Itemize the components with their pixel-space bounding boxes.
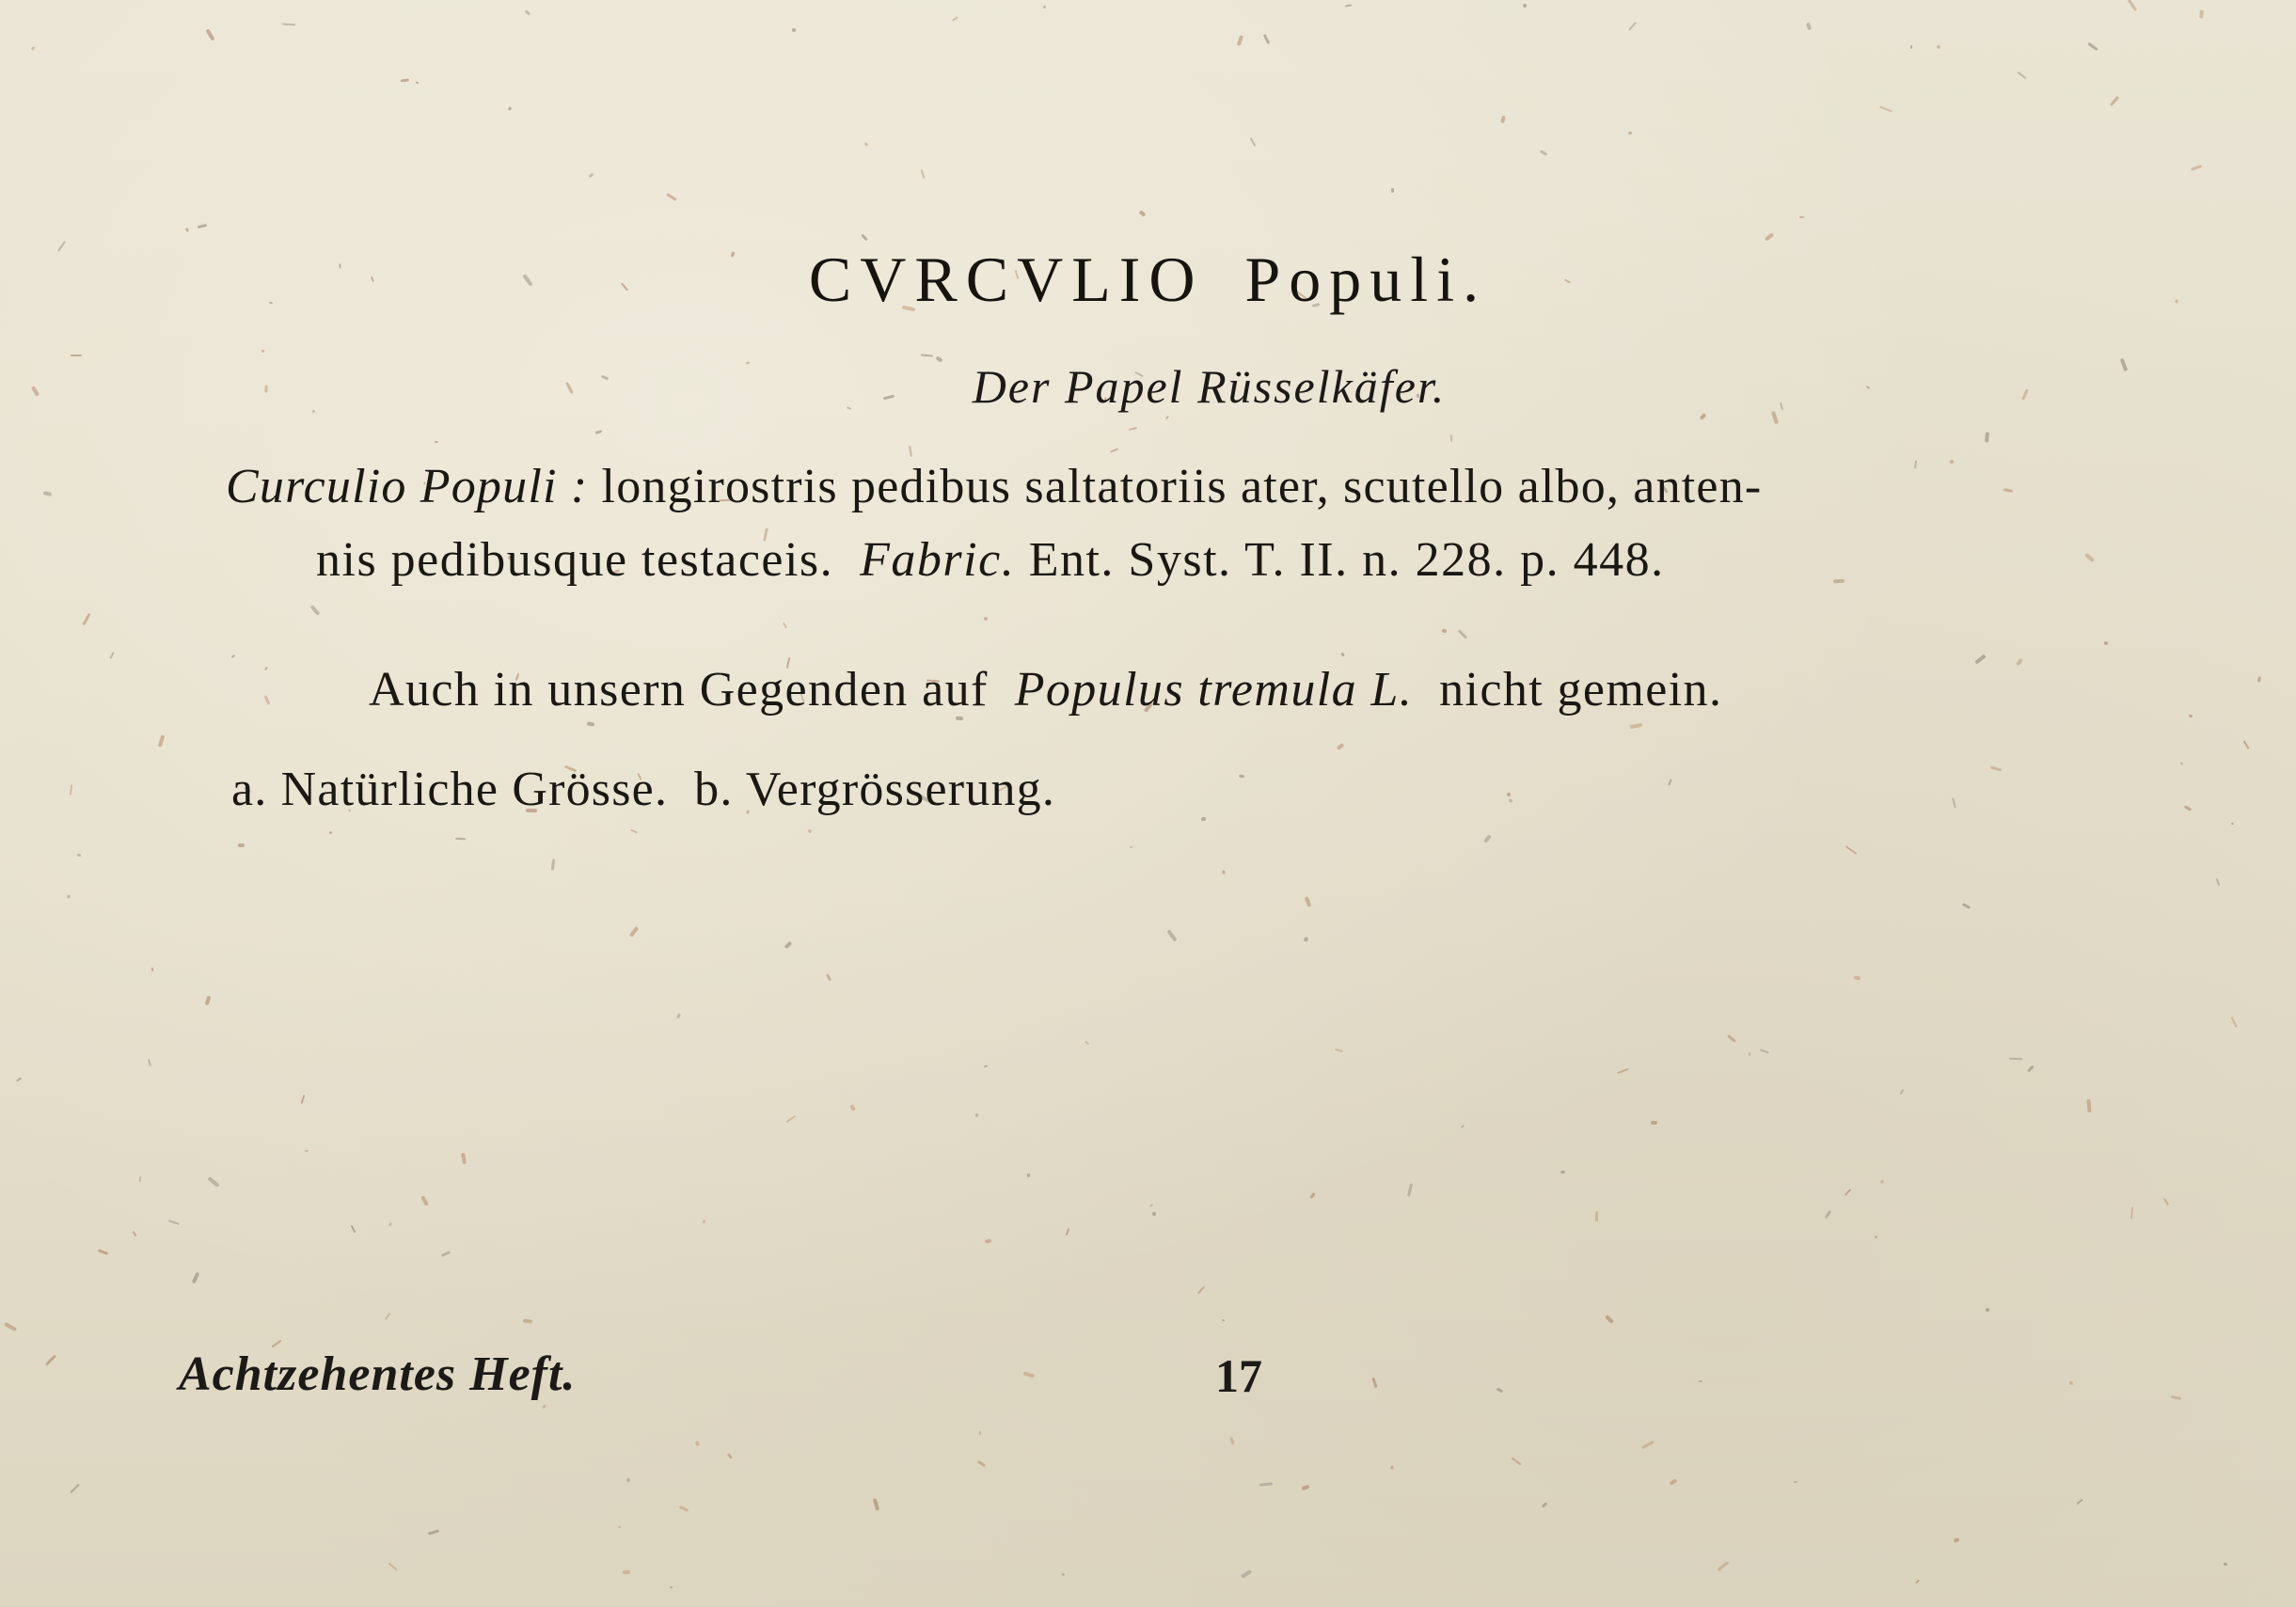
paper-fleck [2076,1499,2083,1505]
habitat-line [369,662,1722,717]
paper-fleck [2087,1099,2092,1112]
paper-fleck [1699,1380,1702,1382]
paper-fleck [1237,35,1243,46]
paper-fleck [909,446,912,457]
paper-fleck [2231,1016,2238,1028]
paper-fleck [1450,434,1452,442]
paper-fleck [207,1176,219,1188]
paper-fleck [388,1563,398,1571]
paper-fleck [2087,42,2098,51]
paper-fleck [1151,1211,1156,1216]
paper-fleck [205,996,212,1006]
paper-fleck [785,1115,796,1123]
paper-fleck [2163,1198,2169,1205]
paper-fleck [783,622,787,628]
paper-fleck [1129,427,1137,431]
paper-fleck [1110,448,1118,452]
paper-fleck [1670,1478,1678,1486]
paper-fleck [1304,937,1309,942]
legend-item-b: b. Vergrösserung. [694,763,1056,816]
legend-item-a: a. Natürliche Grösse. [231,763,669,816]
paper-fleck [231,654,235,658]
paper-fleck [2130,1206,2133,1219]
paper-fleck [1806,23,1812,31]
paper-fleck [2243,740,2250,749]
paper-fleck [1512,1457,1522,1466]
paper-fleck [670,1586,673,1588]
paper-fleck [727,1453,733,1459]
paper-fleck [2104,641,2109,646]
paper-fleck [1794,1481,1797,1483]
paper-fleck [1442,628,1448,633]
paper-fleck [198,224,207,228]
paper-fleck [1628,22,1637,31]
paper-fleck [1239,775,1244,779]
paper-fleck [595,430,603,434]
paper-fleck [1718,1561,1730,1571]
paper-fleck [4,1322,17,1331]
paper-fleck [1915,1580,1920,1584]
paper-fleck [1914,460,1917,468]
paper-fleck [401,79,409,83]
paper-fleck [849,1104,856,1111]
paper-fleck [1595,1211,1598,1221]
paper-fleck [618,1525,622,1528]
paper-fleck [1985,1307,1990,1313]
paper-fleck [301,1095,306,1104]
paper-fleck [385,1313,390,1320]
paper-fleck [1542,1502,1547,1507]
paper-fleck [2231,822,2235,825]
species-name: Populi. [1244,244,1488,315]
paper-fleck [1302,1485,1310,1490]
paper-fleck [1230,1437,1235,1445]
paper-fleck [1749,1052,1750,1056]
paper-fleck [977,1460,986,1467]
paper-fleck [1391,188,1394,193]
paper-fleck [523,1318,532,1323]
paper-fleck [1845,1189,1852,1196]
paper-fleck [441,1251,451,1257]
paper-fleck [2018,71,2027,79]
description-source: Fabric. [860,533,1016,587]
paper-fleck [2171,1395,2181,1400]
paper-fleck [2184,805,2192,811]
paper-fleck [791,27,796,32]
paper-fleck [1201,817,1207,822]
paper-fleck [1641,1441,1655,1449]
paper-fleck [264,695,271,704]
paper-fleck [983,616,989,622]
paper-fleck [1833,579,1845,584]
paper-fleck [1509,798,1513,803]
issue-label: Achtzehentes Heft. [179,1347,577,1401]
page-number: 17 [1215,1349,1262,1402]
paper-fleck [864,142,869,147]
paper-fleck [148,1059,151,1066]
paper-fleck [1880,1179,1883,1183]
paper-fleck [1340,653,1345,657]
paper-fleck [192,1272,200,1284]
paper-fleck [873,1498,879,1511]
figure-legend [231,762,1055,817]
paper-fleck [542,1405,546,1410]
paper-fleck [1371,1378,1377,1388]
paper-fleck [461,1153,467,1164]
paper-fleck [1974,654,1987,664]
paper-fleck [695,1441,700,1446]
paper-fleck [264,667,268,670]
paper-fleck [1879,106,1892,113]
paper-fleck [238,843,245,847]
paper-fleck [702,1220,705,1224]
paper-fleck [979,1431,981,1435]
paper-fleck [525,9,530,15]
genus-name: CVRCVLIO [808,244,1204,315]
paper-fleck [282,24,295,26]
paper-fleck [261,349,264,353]
paper-fleck [551,859,555,870]
paper-fleck [666,193,677,201]
paper-fleck [416,81,420,84]
paper-fleck [2199,9,2204,18]
paper-fleck [1337,743,1345,750]
paper-fleck [328,830,332,834]
paper-fleck [1496,1388,1504,1394]
paper-fleck [1506,792,1512,797]
paper-fleck [205,28,214,40]
paper-fleck [1345,4,1352,7]
paper-fleck [1825,1210,1832,1219]
paper-fleck [975,1113,979,1118]
paper-fleck [2003,488,2013,493]
paper-fleck [1250,137,1257,147]
paper-fleck [82,613,90,626]
paper-fleck [2084,553,2095,562]
paper-fleck [1165,416,1169,419]
paper-fleck [2257,676,2261,683]
paper-fleck [1953,1537,1959,1543]
paper-fleck [1949,459,1954,464]
paper-fleck [984,1064,988,1067]
paper-fleck [428,1529,439,1535]
paper-fleck [77,854,81,858]
paper-fleck [168,1220,180,1225]
paper-fleck [71,354,82,356]
paper-fleck [351,1225,356,1234]
paper-fleck [109,652,114,659]
habitat-plant: Populus tremula L. [1014,663,1414,717]
paper-fleck [587,721,595,727]
paper-fleck [1936,44,1941,50]
paper-fleck [2189,714,2193,717]
paper-fleck [1305,896,1312,907]
paper-fleck [1910,45,1912,49]
paper-fleck [921,169,926,179]
paper-fleck [158,734,166,748]
paper-fleck [1700,413,1707,420]
paper-fleck [1222,870,1225,874]
paper-fleck [310,605,321,616]
paper-fleck [2069,1381,2073,1385]
paper-fleck [1651,1121,1657,1125]
paper-fleck [626,1478,630,1482]
paper-fleck [67,894,71,899]
paper-fleck [98,1249,108,1255]
paper-fleck [1458,629,1468,639]
paper-fleck [1130,846,1132,849]
paper-fleck [1222,1318,1226,1321]
paper-fleck [921,354,933,356]
paper-fleck [1500,116,1506,124]
paper-fleck [1522,3,1527,8]
paper-fleck [2016,658,2023,667]
paper-fleck [185,228,190,232]
paper-fleck [45,1354,56,1365]
description-species-name: Curculio Populi : [226,460,589,513]
paper-fleck [2224,1563,2227,1567]
paper-fleck [1560,1171,1565,1174]
paper-fleck [1985,432,1989,442]
paper-fleck [1668,779,1672,785]
paper-fleck [1990,765,2002,771]
habitat-suffix: nicht gemein. [1439,663,1723,717]
paper-fleck [1727,1034,1736,1043]
paper-fleck [826,973,831,981]
description-line-1 [226,459,1762,514]
habitat-prefix: Auch in unsern Gegenden auf [369,663,989,717]
description-reference: Ent. Syst. T. II. n. 228. p. 448. [1015,533,1665,587]
paper-fleck [1630,723,1643,729]
paper-fleck [388,1222,392,1226]
paper-fleck [1461,1125,1465,1128]
paper-fleck [508,106,512,111]
paper-fleck [1628,131,1633,134]
description-text-2: nis pedibusque testaceis. [316,533,834,587]
paper-fleck [1061,1572,1065,1576]
paper-fleck [623,1570,630,1575]
paper-fleck [629,926,639,937]
paper-fleck [139,1176,142,1182]
paper-fleck [1845,845,1857,855]
paper-fleck [1139,210,1147,217]
paper-fleck [1874,1235,1877,1238]
paper-fleck [1540,150,1547,155]
paper-fleck [2180,762,2183,765]
paper-fleck [985,1238,992,1244]
description-text-1: longirostris pedibus saltatoriis ater, scutello albo, anten- [588,460,1763,513]
paper-fleck [1027,1174,1031,1178]
paper-fleck [1023,1372,1036,1379]
paper-fleck [70,1484,80,1494]
paper-fleck [1197,1286,1205,1295]
paper-fleck [1166,929,1177,942]
paper-fleck [1407,1183,1413,1196]
paper-fleck [2128,0,2137,11]
paper-fleck [1390,1465,1394,1470]
paper-fleck [1483,834,1492,843]
paper-fleck [435,441,438,444]
paper-fleck [676,1014,681,1019]
paper-fleck [1335,1048,1343,1052]
paper-fleck [1263,34,1271,44]
paper-fleck [2027,1065,2035,1073]
paper-fleck [1900,1089,1905,1095]
paper-fleck [1066,1228,1070,1236]
paper-fleck [630,829,638,834]
paper-fleck [1765,232,1774,241]
paper-fleck [784,941,793,949]
paper-fleck [1799,216,1804,218]
species-heading [0,243,2296,317]
paper-fleck [305,1150,309,1152]
paper-fleck [2216,878,2221,886]
paper-fleck [1259,1482,1273,1486]
paper-fleck [455,838,466,841]
common-name-subtitle: Der Papel Rüsselkäfer. [972,360,1447,413]
paper-fleck [420,1195,429,1206]
paper-fleck [861,234,868,242]
description-line-2 [316,532,1665,588]
paper-fleck [1617,1068,1629,1075]
paper-fleck [151,968,154,971]
paper-fleck [679,1505,689,1512]
paper-fleck [31,46,36,51]
paper-fleck [952,16,958,22]
paper-fleck [1962,903,1971,909]
paper-fleck [1043,6,1047,9]
paper-fleck [807,828,813,834]
paper-fleck [43,491,53,496]
paper-fleck [2110,96,2119,106]
paper-fleck [1241,1569,1252,1579]
paper-fleck [1309,1192,1316,1199]
paper-fleck [1149,1204,1153,1207]
paper-fleck [16,1077,22,1081]
paper-fleck [2191,165,2202,171]
paper-fleck [1854,975,1861,980]
paper-fleck [1605,1315,1614,1324]
paper-fleck [2009,1058,2022,1060]
paper-fleck [1760,1048,1769,1053]
paper-fleck [133,1231,137,1237]
paper-fleck [70,784,73,795]
paper-fleck [1085,1041,1089,1045]
paper-fleck [1952,797,1956,808]
paper-fleck [589,173,594,178]
